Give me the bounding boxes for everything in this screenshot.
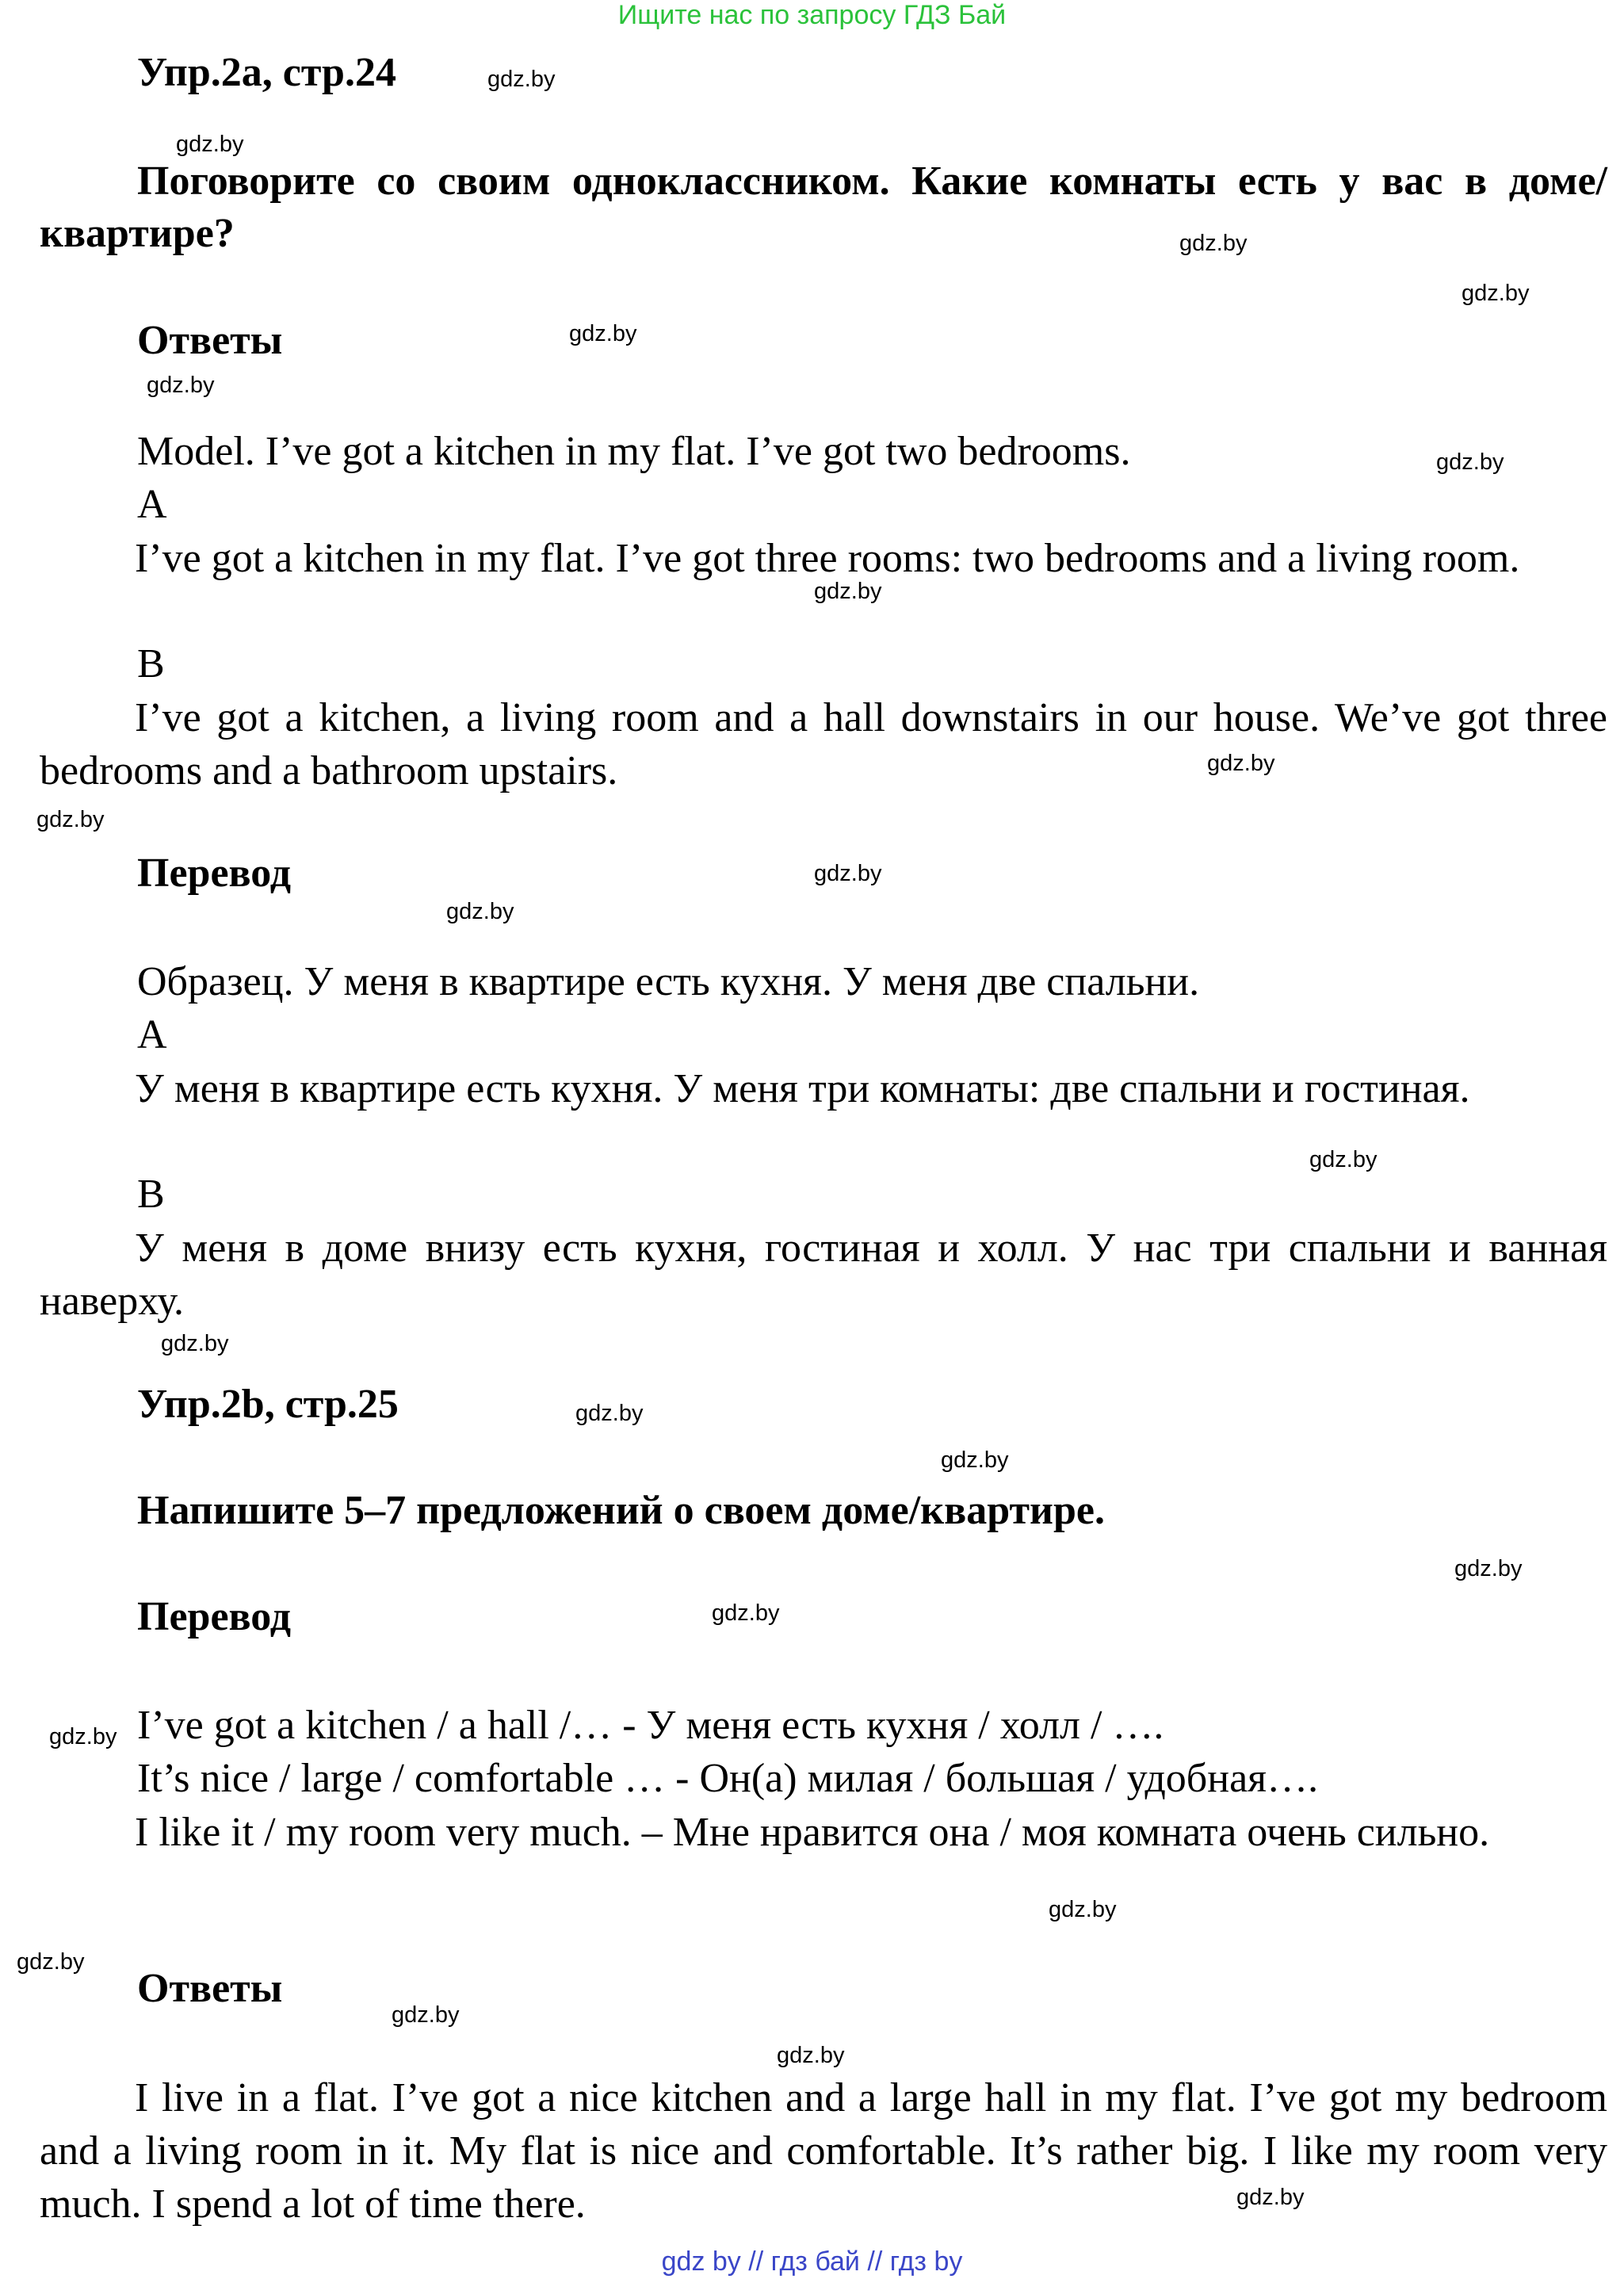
phrase-line: I’ve got a kitchen / a hall /… - У меня есть кухня / холл / …. (137, 1703, 1164, 1748)
translation-a-label: A (137, 1012, 167, 1057)
answer-a-text: I’ve got a kitchen in my flat. I’ve got three rooms: two bedrooms and a living room. (135, 536, 1520, 581)
translation-a-text: У меня в квартире есть кухня. У меня три комнаты: две спальни и гостиная. (135, 1066, 1470, 1111)
watermark: gdz.by (569, 321, 637, 346)
exercise-2a-task: Поговорите со своим одноклассником. Какие комнаты есть у вас в доме/квартире? (40, 159, 1607, 256)
watermark: gdz.by (1309, 1147, 1378, 1172)
watermark: gdz.by (777, 2043, 845, 2068)
answer-paragraph: I live in a flat. I’ve got a nice kitchen and a large hall in my flat. I’ve got my bedroom and a living room in it. My flat is nice and comfortable. It’s rather big. I like my room very much. I spend a lot of time there. (40, 2075, 1607, 2227)
watermark: gdz.by (1454, 1556, 1523, 1581)
phrase-line: I like it / my room very much. – Мне нравится она / моя комната очень сильно. (135, 1810, 1490, 1855)
watermark: gdz.by (161, 1331, 229, 1356)
translation-b-label: B (137, 1172, 165, 1217)
watermark: gdz.by (1207, 751, 1275, 776)
answers-heading: Ответы (137, 318, 283, 363)
watermark: gdz.by (392, 2002, 460, 2028)
watermark: gdz.by (49, 1724, 117, 1749)
translation-b-text: У меня в доме внизу есть кухня, гостиная и холл. У нас три спальни и ванная наверху. (40, 1226, 1607, 1324)
watermark: gdz.by (446, 899, 514, 924)
watermark: gdz.by (17, 1949, 85, 1975)
watermark: gdz.by (1049, 1897, 1117, 1922)
translation-heading: Перевод (137, 851, 292, 896)
footer-links: gdz by // гдз бай // гдз by (661, 2246, 963, 2277)
watermark: gdz.by (575, 1401, 644, 1426)
answer-b-text: I’ve got a kitchen, a living room and a hall downstairs in our house. We’ve got three bedrooms and a bathroom upstairs. (40, 695, 1607, 793)
watermark: gdz.by (1462, 281, 1530, 306)
watermark: gdz.by (36, 807, 105, 832)
answer-b-label: B (137, 641, 165, 686)
watermark: gdz.by (712, 1600, 780, 1626)
watermark: gdz.by (1179, 231, 1248, 256)
answers-heading-2: Ответы (137, 1966, 283, 2011)
translation-heading-2: Перевод (137, 1594, 292, 1639)
watermark: gdz.by (941, 1447, 1009, 1473)
exercise-2b-heading: Упр.2b, стр.25 (137, 1382, 399, 1427)
answer-model: Model. I’ve got a kitchen in my flat. I’ve got two bedrooms. (137, 429, 1131, 474)
watermark: gdz.by (1236, 2185, 1305, 2210)
watermark: gdz.by (814, 861, 882, 886)
search-banner: Ищите нас по запросу ГДЗ Бай (617, 0, 1007, 30)
phrase-line: It’s nice / large / comfortable … - Он(а) милая / большая / удобная…. (137, 1756, 1319, 1801)
watermark: gdz.by (1436, 449, 1504, 475)
exercise-2a-heading: Упр.2a, стр.24 (137, 50, 396, 95)
exercise-2b-task: Напишите 5–7 предложений о своем доме/квартире. (137, 1488, 1105, 1533)
translation-model: Образец. У меня в квартире есть кухня. У меня две спальни. (137, 959, 1200, 1004)
answer-a-label: A (137, 482, 167, 527)
watermark: gdz.by (147, 373, 215, 398)
watermark: gdz.by (487, 67, 556, 92)
watermark: gdz.by (176, 132, 244, 157)
watermark: gdz.by (814, 579, 882, 604)
